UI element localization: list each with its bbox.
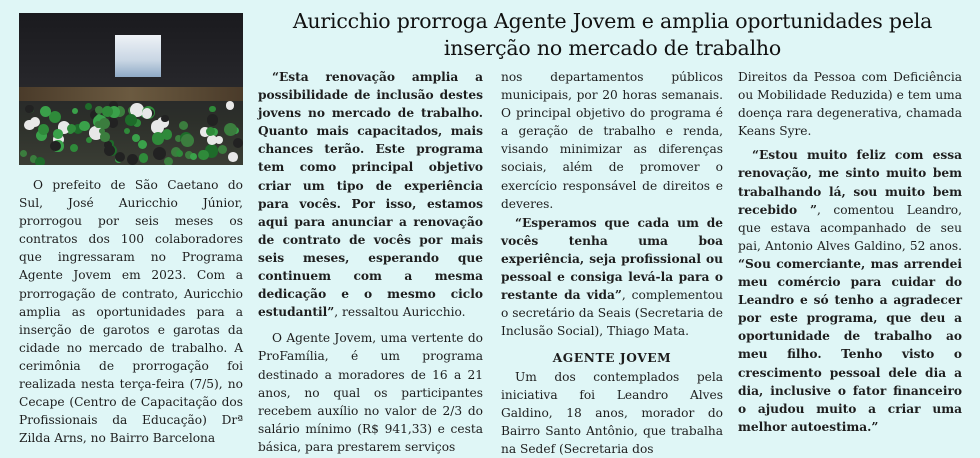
title-line-1: Auricchio prorroga Agente Jovem e amplia oportunidades pela — [292, 9, 933, 33]
audience-member — [209, 106, 216, 113]
audience-member — [86, 137, 92, 143]
audience-member — [38, 124, 49, 135]
audience-member — [198, 150, 208, 160]
audience-member — [124, 128, 130, 134]
quote-attribution: , complementou o secretário da Seais (Secretaria de Inclusão Social), Thiago Mata. — [501, 288, 723, 339]
audience-member — [70, 144, 78, 152]
audience-member — [50, 141, 61, 152]
audience-member — [99, 118, 110, 129]
column-3 — [501, 68, 723, 458]
title-line-2: inserção no mercado de trabalho — [443, 36, 782, 60]
column-2 — [258, 68, 483, 456]
audience-member — [176, 150, 183, 157]
quote-attribution: , comentou Leandro, que estava acompanhado de seu pai, Antonio Alves Galdino, 52 anos. — [738, 202, 963, 253]
audience-member — [224, 123, 237, 136]
audience-member — [162, 129, 173, 140]
article-title — [250, 8, 975, 62]
audience-member — [53, 129, 63, 139]
audience-member — [226, 101, 234, 109]
quote-text: “Esperamos que cada um de vocês tenha uma boa experiência, seja profissional ou pessoal e consiga levá-la para o restante da vida” — [501, 215, 723, 303]
quote-text: “Estou muito feliz com essa renovação, me sinto muito bem trabalhando lá, sou muito bem recebido ” — [738, 148, 962, 217]
paragraph-quote-secretary — [501, 214, 723, 341]
audience-member — [218, 145, 227, 154]
paragraph-program: O Agente Jovem, uma vertente do ProFamília, é um programa destinado a moradores de 16 a 21 anos, no qual os participantes recebem auxílio no valor de 2/3 do salário mínimo (R$ 941,33) e cesta básica, para prestarem serviços — [258, 331, 483, 454]
audience-member — [138, 140, 147, 149]
audience-member — [139, 153, 149, 163]
audience-member — [164, 157, 173, 165]
audience-member — [85, 103, 92, 110]
column-1 — [19, 176, 243, 447]
projection-screen — [115, 35, 161, 77]
paragraph-quote-leandro — [738, 146, 962, 436]
audience-member — [142, 108, 152, 118]
paragraph-quote — [258, 68, 483, 321]
audience-member — [207, 114, 218, 125]
audience-member — [215, 136, 223, 144]
caption-paragraph: O prefeito de São Caetano do Sul, José Auricchio Júnior, prorrogou por seis meses os contratos dos 100 colaboradores que ingressaram no Programa Agente Jovem em 2023. Com a prorrogação de contrato, Auricchio amplia as oportunidades para a inserção de garotos e garotas da cidade no mercado de trabalho. A cerimônia de prorrogação foi realizada nesta terça-feira (7/5), no Cecape (Centro de Capacitação dos Profissionais da Educação) Drª Zilda Arns, no Bairro Barcelona — [19, 178, 243, 446]
audience-member — [181, 134, 194, 147]
quote-text: “Esta renovação amplia a possibilidade de inclusão destes jovens no mercado de trabalho. Quanto mais capacitados, mais chances terão. Este programa tem como principal objetivo criar um tipo de experiência para vocês. Por isso, estamos aqui para anunciar a renovação de contrato de vocês por mais seis meses, esperando que continuem com a mesma dedicação e o mesmo ciclo estudantil” — [258, 70, 483, 320]
audience-member — [127, 154, 138, 165]
audience — [19, 101, 243, 165]
event-photo — [19, 13, 243, 165]
audience-member — [35, 157, 45, 165]
audience-member — [132, 134, 140, 142]
audience-member — [72, 108, 78, 114]
paragraph-disease: Direitos da Pessoa com Deficiência ou Mobilidade Reduzida) e tem uma doença rara degenerativa, chamada Keans Syre. — [738, 70, 962, 139]
quote-text-father: “Sou comerciante, mas arrendei meu comércio para cuidar do Leandro e só tenho a agradecer por este programa, que deu a oportunidade de trabalho ao meu filho. Tenho visto o crescimento pessoal dele dia a dia, inclusive o fator financeiro o ajudou muito a criar uma melhor autoestima.” — [738, 256, 962, 434]
audience-member — [190, 153, 197, 160]
audience-member — [115, 152, 125, 162]
audience-member — [233, 138, 243, 148]
audience-member — [228, 152, 238, 162]
audience-member — [25, 105, 34, 114]
paragraph-objective: nos departamentos públicos municipais, por 20 horas semanais. O principal objetivo do programa é a geração de trabalho e renda, visando minimizar as diferenças sociais, além de promover o exercício responsável de direitos e deveres. — [501, 70, 723, 211]
audience-member — [79, 121, 89, 131]
audience-member — [104, 145, 115, 156]
audience-member — [20, 150, 27, 157]
paragraph-leandro: Um dos contemplados pela iniciativa foi Leandro Alves Galdino, 18 anos, morador do Bairro Santo Antônio, que trabalha na Sedef (Secretaria dos — [501, 369, 723, 456]
column-4 — [738, 68, 962, 436]
quote-attribution: , ressaltou Auricchio. — [334, 305, 466, 320]
section-heading: AGENTE JOVEM — [552, 351, 672, 366]
audience-member — [179, 121, 189, 131]
stage — [19, 87, 243, 101]
audience-member — [161, 115, 168, 122]
